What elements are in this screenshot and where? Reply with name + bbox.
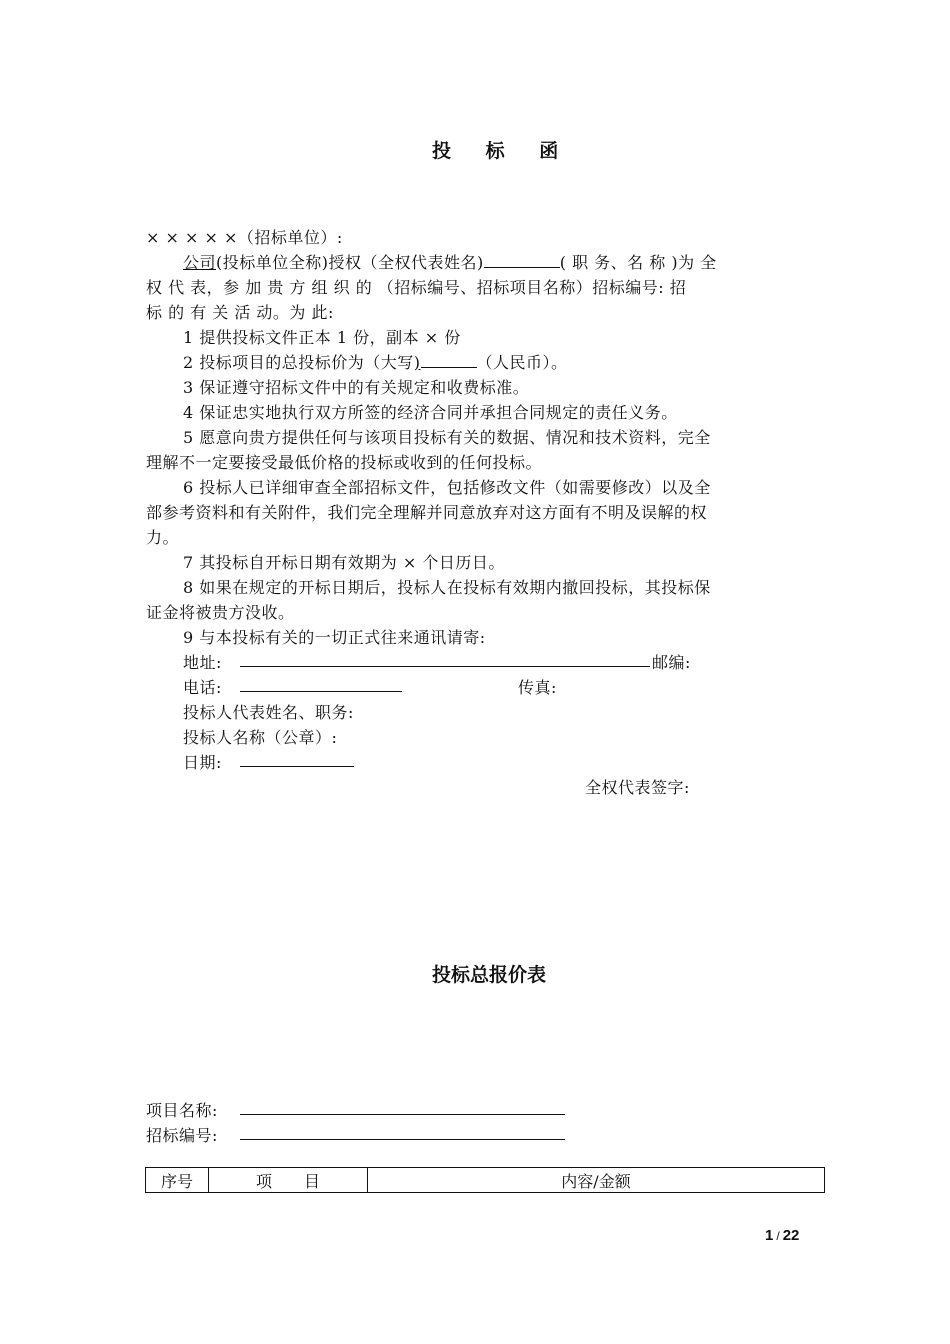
letter-title: 投 标 函 — [432, 140, 573, 162]
page-separator: / — [776, 1229, 780, 1243]
rep-name-blank — [484, 253, 560, 268]
paragraph-1-line-3: 标 的 有 关 活 动。为 此: — [146, 303, 334, 322]
paragraph-1-line-2: 权 代 表，参 加 贵 方 组 织 的 （招标编号、招标项目名称）招标编号: 招 — [146, 278, 687, 297]
project-name-label: 项目名称: — [146, 1101, 218, 1120]
item-4: 4 保证忠实地执行双方所签的经济合同并承担合同规定的责任义务。 — [183, 403, 678, 422]
item-7: 7 其投标自开标日期有效期为 × 个日历日。 — [183, 553, 505, 572]
header-seq: 序号 — [146, 1168, 209, 1193]
rep-label: 投标人代表姓名、职务: — [183, 703, 354, 722]
phone-label: 电话: — [183, 678, 222, 697]
amount-blank — [421, 353, 477, 368]
item-9: 9 与本投标有关的一切正式往来通讯请寄: — [183, 628, 486, 647]
bidder-name-label: 投标人名称（公章）: — [183, 728, 338, 747]
item-2-currency: （人民币）。 — [476, 353, 568, 372]
quote-title: 投标总报价表 — [432, 964, 547, 986]
quote-table — [145, 1167, 825, 1193]
item-2 — [183, 350, 568, 373]
header-content-amount: 内容/金额 — [368, 1168, 825, 1193]
item-8-line-2: 证金将被贵方没收。 — [146, 603, 295, 622]
project-name-line — [240, 1114, 565, 1115]
item-6-line-2: 部参考资料和有关附件，我们完全理解并同意放弃对这方面有不明及误解的权 — [146, 503, 708, 522]
item-6-line-1: 6 投标人已详细审查全部招标文件，包括修改文件（如需要修改）以及全 — [183, 478, 711, 497]
page-total: 22 — [782, 1227, 800, 1244]
item-1: 1 提供投标文件正本 1 份，副本 × 份 — [183, 328, 461, 347]
bidder-fullname-text: (投标单位全称)授权（全权代表姓名) — [216, 253, 484, 272]
item-2-paren: ) — [413, 353, 421, 372]
signature-label: 全权代表签字: — [585, 778, 690, 797]
position-text: ( 职 务、名 称 )为 全 — [559, 253, 717, 272]
item-8-line-1: 8 如果在规定的开标日期后，投标人在投标有效期内撤回投标，其投标保 — [183, 578, 711, 597]
tender-no-label: 招标编号: — [146, 1126, 218, 1145]
item-5-line-1: 5 愿意向贵方提供任何与该项目投标有关的数据、情况和技术资料，完全 — [183, 428, 711, 447]
fax-label: 传真: — [518, 678, 557, 697]
postcode-label: 邮编: — [652, 653, 691, 672]
header-item: 项 目 — [209, 1168, 368, 1193]
date-label: 日期: — [183, 753, 222, 772]
company-text: 公司 — [183, 253, 217, 272]
item-6-line-3: 力。 — [146, 528, 180, 547]
address-line — [240, 666, 650, 667]
item-5-line-2: 理解不一定要接受最低价格的投标或收到的任何投标。 — [146, 453, 543, 472]
page-number — [765, 1227, 799, 1244]
addressee: × × × × ×（招标单位）: — [146, 228, 343, 247]
item-3: 3 保证遵守招标文件中的有关规定和收费标准。 — [183, 378, 530, 397]
date-line — [240, 766, 354, 767]
item-2-text: 2 投标项目的总投标价为（大写 — [183, 353, 414, 372]
page-current: 1 — [765, 1227, 774, 1244]
phone-line — [240, 691, 402, 692]
tender-no-line — [240, 1139, 565, 1140]
address-label: 地址: — [183, 653, 222, 672]
paragraph-1-line-1 — [183, 250, 717, 273]
table-header-row — [146, 1168, 825, 1193]
